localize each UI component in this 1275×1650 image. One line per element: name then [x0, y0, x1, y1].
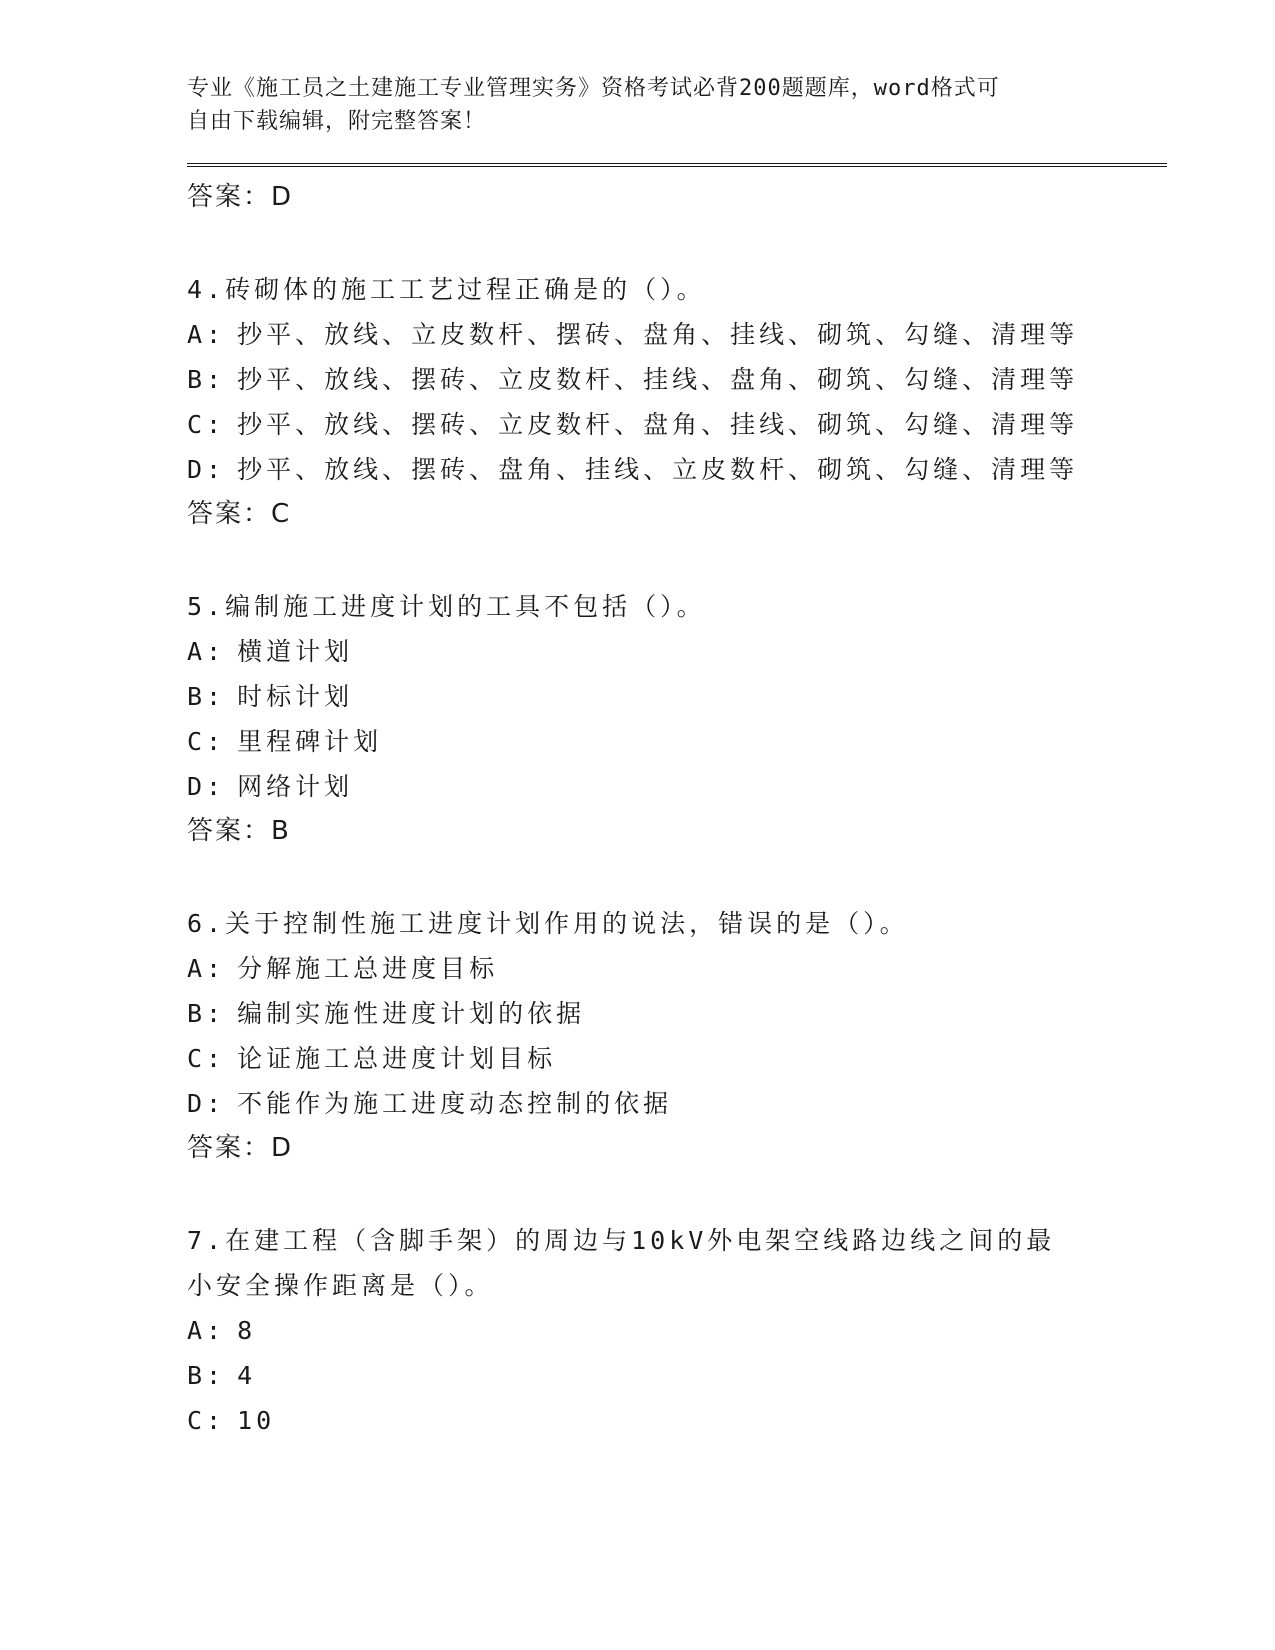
option-letter: B:	[187, 365, 226, 394]
option-a	[187, 1308, 1167, 1353]
header-line-2: 自由下载编辑，附完整答案！	[187, 109, 487, 134]
option-a	[187, 312, 1167, 357]
option-text: 8	[237, 1316, 257, 1345]
option-letter: A:	[187, 637, 226, 666]
option-letter: B:	[187, 682, 226, 711]
option-c	[187, 402, 1167, 447]
option-letter: B:	[187, 1361, 226, 1390]
option-text: 分解施工总进度目标	[237, 954, 499, 983]
option-letter: D:	[187, 772, 226, 801]
option-letter: C:	[187, 410, 226, 439]
option-c	[187, 1398, 1167, 1443]
question-block	[187, 267, 1167, 536]
question-block	[187, 1218, 1167, 1443]
option-d	[187, 447, 1167, 492]
option-text: 编制实施性进度计划的依据	[237, 999, 586, 1028]
option-d	[187, 764, 1167, 809]
option-text: 不能作为施工进度动态控制的依据	[237, 1089, 673, 1118]
option-letter: A:	[187, 954, 226, 983]
question-stem: 4.砖砌体的施工工艺过程正确是的（）。	[187, 275, 706, 304]
document-page	[187, 72, 1167, 1443]
option-letter: D:	[187, 455, 226, 484]
option-text: 时标计划	[237, 682, 354, 711]
option-text: 10	[237, 1406, 276, 1435]
option-a	[187, 946, 1167, 991]
option-letter: D:	[187, 1089, 226, 1118]
header-divider	[187, 163, 1167, 167]
question-block	[187, 901, 1167, 1170]
answer-line: 答案：D	[187, 1133, 294, 1163]
option-letter: C:	[187, 727, 226, 756]
answer-line: 答案：B	[187, 816, 291, 846]
option-b	[187, 991, 1167, 1036]
option-b	[187, 1353, 1167, 1398]
document-header	[187, 72, 1057, 138]
option-c	[187, 1036, 1167, 1081]
option-letter: C:	[187, 1044, 226, 1073]
option-text: 4	[237, 1361, 257, 1390]
question-stem: 5.编制施工进度计划的工具不包括（）。	[187, 592, 706, 621]
answer-line: 答案：D	[187, 182, 294, 212]
question-block	[187, 584, 1167, 853]
option-b	[187, 357, 1167, 402]
option-text: 论证施工总进度计划目标	[237, 1044, 557, 1073]
option-text: 网络计划	[237, 772, 354, 801]
option-letter: C:	[187, 1406, 226, 1435]
answer-line: 答案：C	[187, 499, 292, 529]
option-text: 抄平、放线、摆砖、立皮数杆、挂线、盘角、砌筑、勾缝、清理等	[237, 365, 1079, 394]
option-text: 抄平、放线、立皮数杆、摆砖、盘角、挂线、砌筑、勾缝、清理等	[237, 320, 1079, 349]
option-b	[187, 674, 1167, 719]
option-letter: A:	[187, 1316, 226, 1345]
question-stem: 6.关于控制性施工进度计划作用的说法，错误的是（）。	[187, 909, 909, 938]
option-d	[187, 1081, 1167, 1126]
option-text: 抄平、放线、摆砖、立皮数杆、盘角、挂线、砌筑、勾缝、清理等	[237, 410, 1079, 439]
option-c	[187, 719, 1167, 764]
option-letter: A:	[187, 320, 226, 349]
option-a	[187, 629, 1167, 674]
question-stem: 7.在建工程（含脚手架）的周边与10kV外电架空线路边线之间的最小安全操作距离是（）。	[187, 1226, 1056, 1300]
option-letter: B:	[187, 999, 226, 1028]
header-line-1: 专业《施工员之土建施工专业管理实务》资格考试必背200题题库，word格式可	[187, 76, 1000, 101]
option-text: 横道计划	[237, 637, 354, 666]
option-text: 里程碑计划	[237, 727, 383, 756]
option-text: 抄平、放线、摆砖、盘角、挂线、立皮数杆、砌筑、勾缝、清理等	[237, 455, 1079, 484]
